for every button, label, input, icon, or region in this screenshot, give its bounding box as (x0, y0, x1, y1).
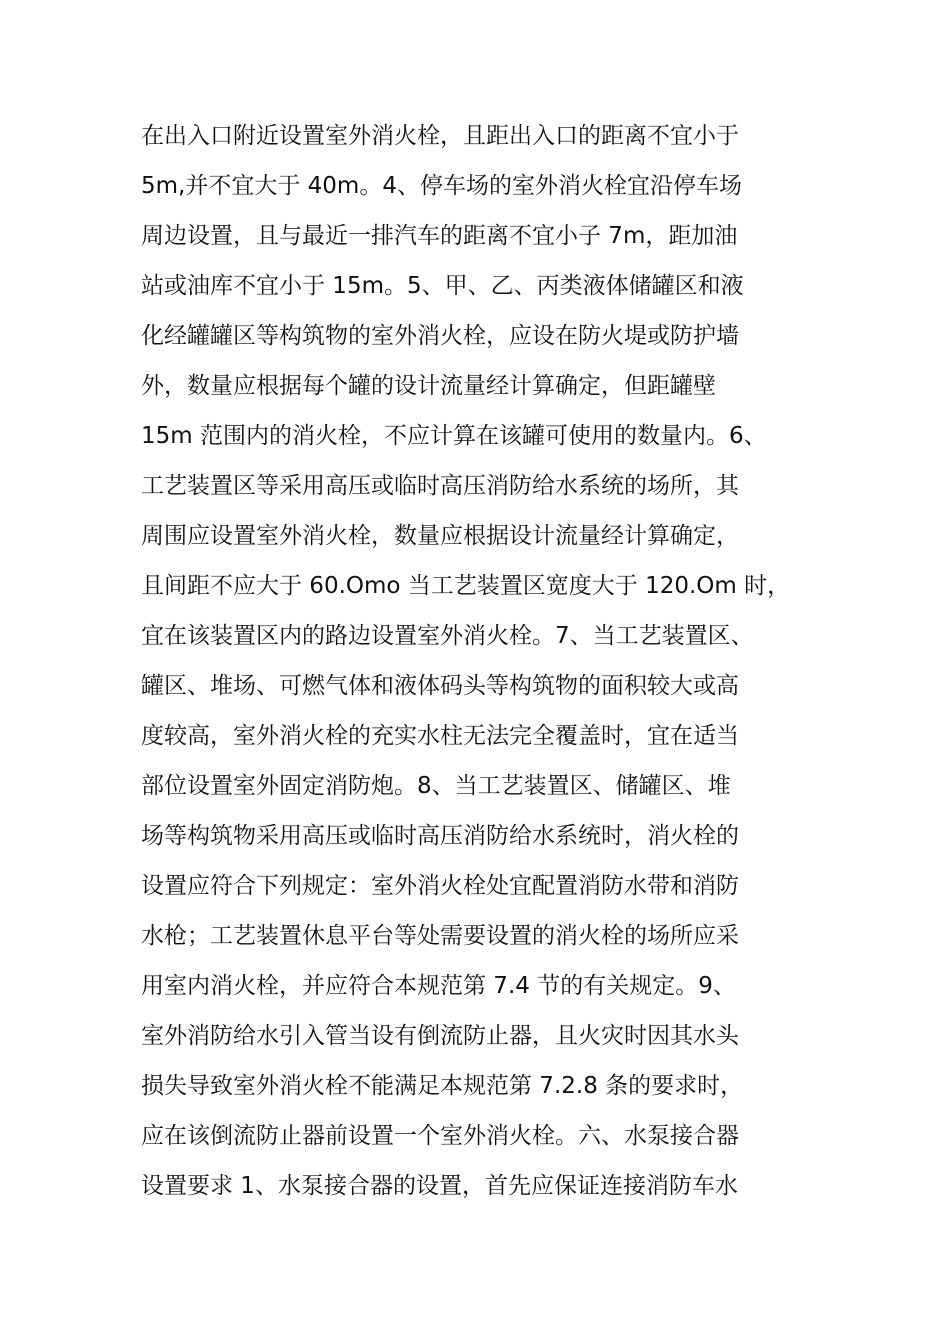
text-line: 室外消防给水引入管当设有倒流防止器，且火灾时因其水头 (141, 1023, 739, 1049)
text-line: 5m,并不宜大于 40m。4、停车场的室外消火栓宜沿停车场 (141, 173, 742, 199)
body-text (141, 111, 821, 1211)
text-line: 水枪；工艺装置休息平台等处需要设置的消火栓的场所应采 (141, 923, 739, 949)
text-line: 场等构筑物采用高压或临时高压消防给水系统时，消火栓的 (141, 823, 739, 849)
text-line: 15m 范围内的消火栓，不应计算在该罐可使用的数量内。6、 (141, 423, 767, 449)
text-line: 度较高，室外消火栓的充实水柱无法完全覆盖时，宜在适当 (141, 723, 739, 749)
text-line: 损失导致室外消火栓不能满足本规范第 7.2.8 条的要求时， (141, 1073, 744, 1099)
text-line: 站或油库不宜小于 15m。5、甲、乙、丙类液体储罐区和液 (141, 273, 744, 299)
text-line: 用室内消火栓，并应符合本规范第 7.4 节的有关规定。9、 (141, 973, 736, 999)
text-line: 外，数量应根据每个罐的设计流量经计算确定，但距罐壁 (141, 373, 716, 399)
text-line: 周围应设置室外消火栓，数量应根据设计流量经计算确定， (141, 523, 739, 549)
text-line: 设置应符合下列规定：室外消火栓处宜配置消防水带和消防 (141, 873, 739, 899)
text-line: 应在该倒流防止器前设置一个室外消火栓。六、水泵接合器 (141, 1123, 739, 1149)
text-line: 周边设置，且与最近一排汽车的距离不宜小子 7m，距加油 (141, 223, 738, 249)
text-line: 工艺装置区等采用高压或临时高压消防给水系统的场所，其 (141, 473, 739, 499)
text-line: 且间距不应大于 60.Omo 当工艺装置区宽度大于 120.Om 时， (141, 573, 791, 599)
text-line: 罐区、堆场、可燃气体和液体码头等构筑物的面积较大或高 (141, 673, 739, 699)
text-line: 化经罐罐区等构筑物的室外消火栓，应设在防火堤或防护墙 (141, 323, 739, 349)
text-line: 设置要求 1、水泵接合器的设置，首先应保证连接消防车水 (141, 1173, 738, 1199)
text-line: 在出入口附近设置室外消火栓，且距出入口的距离不宜小于 (141, 123, 739, 149)
text-line: 部位设置室外固定消防炮。8、当工艺装置区、储罐区、堆 (141, 773, 731, 799)
text-line: 宜在该装置区内的路边设置室外消火栓。7、当工艺装置区、 (141, 623, 754, 649)
